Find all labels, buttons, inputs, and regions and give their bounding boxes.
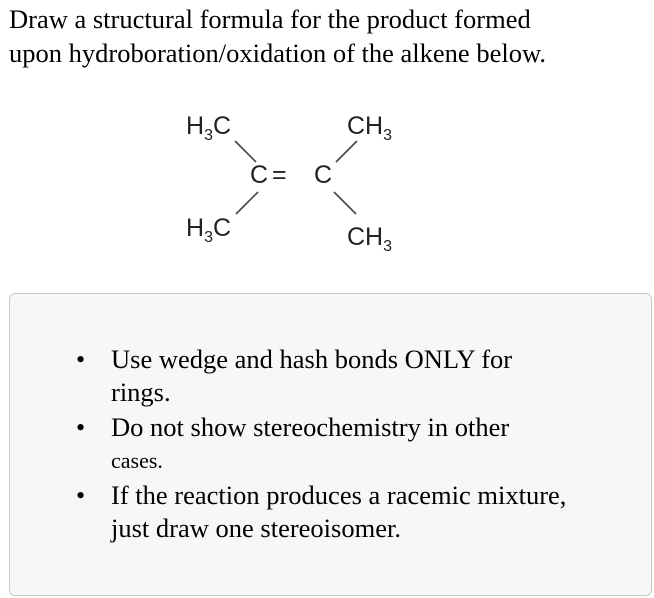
list-item — [10, 343, 651, 409]
alkene-structure — [0, 0, 654, 270]
bond-top-right — [336, 141, 357, 162]
instruction-3-line-1: If the reaction produces a racemic mixture, — [111, 480, 567, 510]
bond-bottom-right — [334, 192, 356, 214]
double-bond-symbol: = — [272, 161, 287, 189]
instruction-1-line-2: rings. — [111, 377, 171, 407]
instruction-2-line-1: Do not show stereochemistry in other — [111, 412, 510, 442]
bullet: • — [76, 481, 86, 510]
bond-bottom-left — [236, 192, 258, 214]
question-line-1: Draw a structural formula for the product formed — [9, 4, 531, 34]
bullet: • — [76, 413, 86, 442]
instruction-1-line-1: Use wedge and hash bonds ONLY for — [111, 344, 513, 374]
instruction-2-line-2: cases. — [111, 448, 163, 473]
list-item — [10, 411, 651, 477]
list-item — [10, 479, 651, 545]
atom-top-left: $H_3C$ — [186, 112, 232, 144]
bond-top-left — [235, 141, 256, 162]
instruction-3-line-2: just draw one stereoisomer. — [111, 513, 401, 543]
bullet: • — [76, 345, 86, 374]
atom-center-right: C — [314, 161, 333, 189]
atom-bottom-left: $H_3C$ — [186, 214, 232, 246]
atom-top-right: $CH_3$ — [347, 112, 393, 144]
question-line-2: upon hydroboration/oxidation of the alkene below. — [9, 38, 546, 68]
atom-bottom-right: $CH_3$ — [347, 223, 393, 255]
atom-center-left: C — [250, 161, 269, 189]
instructions-box — [9, 293, 652, 596]
instructions-list — [10, 343, 651, 545]
